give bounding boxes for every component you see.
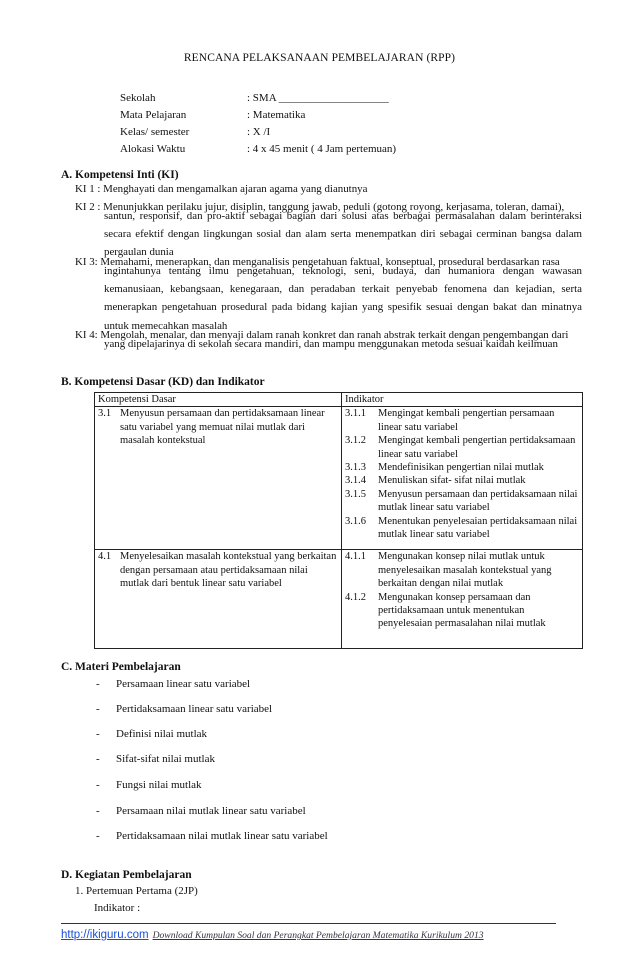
meeting-one: 1. Pertemuan Pertama (2JP) bbox=[75, 885, 198, 897]
kd-text: Menyusun persamaan dan pertidaksamaan linear satu variabel yang memuat nilai mutlak dari masalah kontekstual bbox=[120, 408, 325, 447]
indicator-label: Indikator : bbox=[94, 902, 141, 914]
kd-cell bbox=[95, 407, 342, 550]
meta-class: Kelas/ semester : X /I bbox=[120, 126, 271, 138]
indicator-item: 3.1.3 Mendefinisikan pengertian nilai mutlak bbox=[345, 462, 544, 474]
section-d-heading: D. Kegiatan Pembelajaran bbox=[61, 869, 192, 881]
col-kompetensi-dasar: Kompetensi Dasar bbox=[95, 393, 342, 407]
meta-time: Alokasi Waktu : 4 x 45 menit ( 4 Jam pertemuan) bbox=[120, 143, 397, 155]
table-header-row bbox=[95, 393, 583, 407]
ki4-head: KI 4: Mengolah, menalar, dan menyaji dalam ranah konkret dan ranah abstrak terkait dengan pengembangan dari bbox=[75, 329, 569, 341]
indicator-item: 3.1.5 Menyusun persamaan dan pertidaksamaan nilai mutlak linear satu variabel bbox=[345, 488, 578, 514]
indicator-item: 3.1.4 Menuliskan sifat- sifat nilai mutlak bbox=[345, 475, 526, 487]
footer bbox=[61, 929, 484, 941]
list-item: - Pertidaksamaan nilai mutlak linear satu variabel bbox=[96, 830, 328, 842]
section-b-heading: B. Kompetensi Dasar (KD) dan Indikator bbox=[61, 376, 265, 388]
meta-subject: Mata Pelajaran : Matematika bbox=[120, 109, 306, 121]
kd-number: 3.1 bbox=[98, 408, 112, 420]
indicator-item: 4.1.2 Mengunakan konsep persamaan dan pertidaksamaan untuk menentukan penyelesaian permasalahan nilai mutlak bbox=[345, 591, 546, 630]
ki3-head: KI 3: Memahami, menerapkan, dan menganalisis pengetahuan faktual, konseptual, prosedural berdasarkan rasa bbox=[75, 256, 560, 268]
meta-school: Sekolah : SMA ____________________ bbox=[120, 92, 389, 104]
list-item: - Persamaan linear satu variabel bbox=[96, 678, 251, 690]
indicator-cell bbox=[342, 407, 583, 550]
kd-indicator-table bbox=[94, 392, 583, 649]
footer-divider bbox=[61, 923, 556, 924]
list-item: - Sifat-sifat nilai mutlak bbox=[96, 753, 215, 765]
kd-cell bbox=[95, 550, 342, 649]
indicator-item: 3.1.1 Mengingat kembali pengertian persamaan linear satu variabel bbox=[345, 408, 555, 433]
ki2-continuation: santun, responsif, dan pro-aktif sebagai bagian dari solusi atas berbagai permasalahan dalam berinteraksi secara efektif dengan lingkungan sosial dan alam serta menempatkan diri sebagai cerminan bangsa dalam pergaulan dunia bbox=[104, 210, 582, 259]
indicator-item: 3.1.6 Menentukan penyelesaian pertidaksamaan nilai mutlak linear satu variabel bbox=[345, 515, 578, 541]
section-c-heading: C. Materi Pembelajaran bbox=[61, 661, 181, 673]
kd-text: Menyelesaikan masalah kontekstual yang berkaitan dengan persamaan atau pertidaksamaan nilai mutlak dari bentuk linear satu variabel bbox=[120, 551, 337, 590]
document-title: RENCANA PELAKSANAAN PEMBELAJARAN (RPP) bbox=[183, 52, 456, 64]
indicator-cell bbox=[342, 550, 583, 649]
footer-link[interactable]: http://ikiguru.com bbox=[61, 929, 149, 941]
table-row bbox=[95, 407, 583, 550]
ki2-head: KI 2 : Menunjukkan perilaku jujur, disiplin, tanggung jawab, peduli (gotong royong, kerjasama, toleran, damai), bbox=[75, 201, 565, 213]
ki3-continuation: ingintahunya tentang ilmu pengetahuan, teknologi, seni, budaya, dan humaniora dengan wawasan kemanusiaan, kebangsaan, kenegaraan, dan peradaban terkait penyebab fenomena dan kejadian, serta menerapkan pengetahuan prosedural pada bidang kajian yang spesifik sesuai dengan bakat dan minatnya untuk memecahkan masalah bbox=[104, 265, 582, 332]
ki1-text: KI 1 : Menghayati dan mengamalkan ajaran agama yang dianutnya bbox=[75, 183, 368, 195]
list-item: - Pertidaksamaan linear satu variabel bbox=[96, 703, 273, 715]
kd-number: 4.1 bbox=[98, 551, 112, 563]
indicator-item: 3.1.2 Mengingat kembali pengertian pertidaksamaan linear satu variabel bbox=[345, 435, 576, 460]
col-indikator: Indikator bbox=[342, 393, 583, 407]
list-item: - Persamaan nilai mutlak linear satu variabel bbox=[96, 805, 306, 817]
footer-description[interactable]: Download Kumpulan Soal dan Perangkat Pembelajaran Matematika Kurikulum 2013 bbox=[152, 930, 484, 941]
list-item: - Fungsi nilai mutlak bbox=[96, 779, 202, 791]
table-row bbox=[95, 550, 583, 649]
indicator-item: 4.1.1 Mengunakan konsep nilai mutlak untuk menyelesaikan masalah kontekstual yang berkaitan dengan nilai mutlak bbox=[345, 551, 552, 590]
list-item: - Definisi nilai mutlak bbox=[96, 728, 208, 740]
ki4-continuation: yang dipelajarinya di sekolah secara mandiri, dan mampu menggunakan metoda sesuai kaidah keilmuan bbox=[104, 338, 558, 350]
section-a-heading: A. Kompetensi Inti (KI) bbox=[61, 169, 179, 181]
